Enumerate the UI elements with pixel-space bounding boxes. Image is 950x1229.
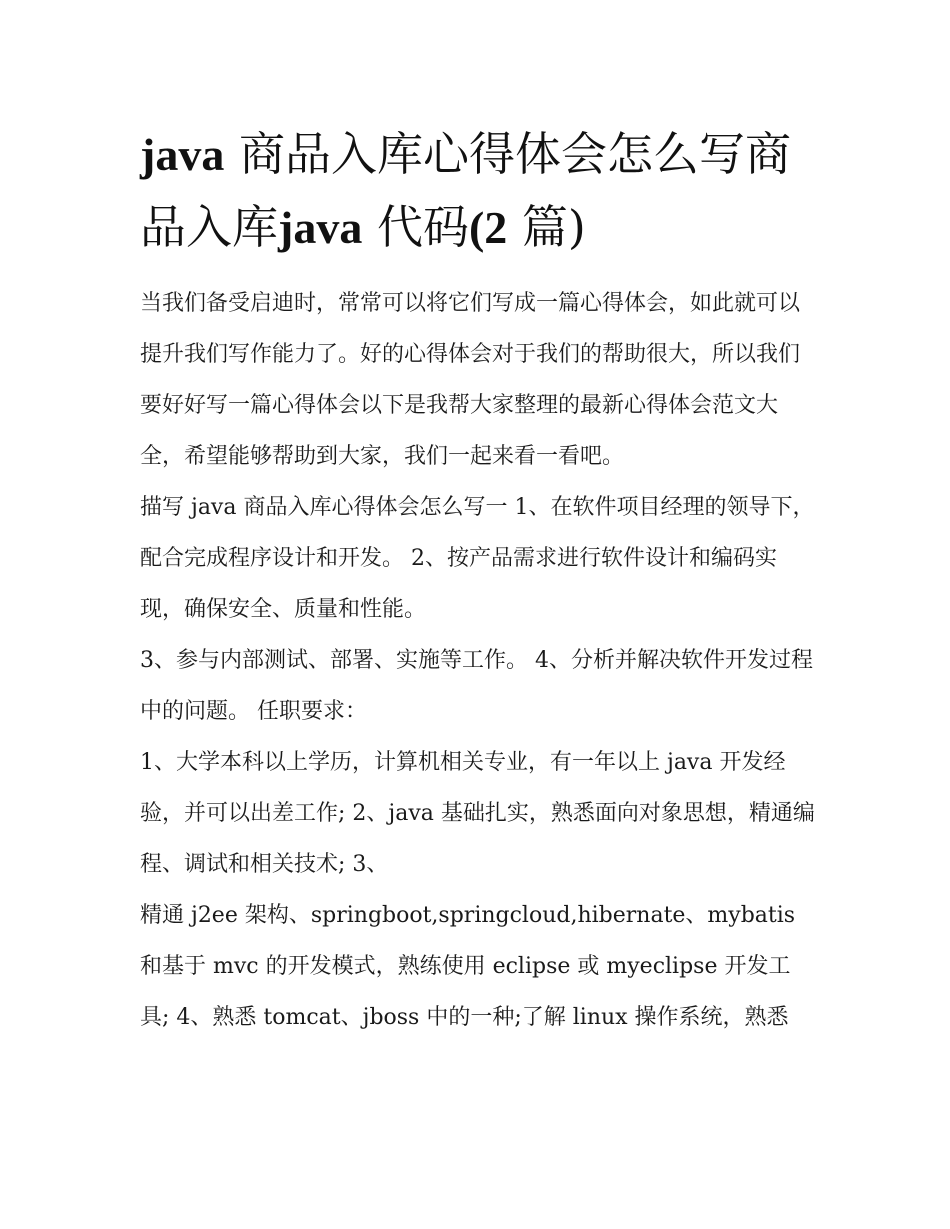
title-java-1: java — [140, 129, 225, 180]
title-text-1: 商品入库心得体会怎么写商品入库 — [140, 127, 791, 254]
paragraph-duties-1: 描写 java 商品入库心得体会怎么写一 1、在软件项目经理的领导下，配合完成程序设计和开发。 2、按产品需求进行软件设计和编码实现，确保安全、质量和性能。 — [140, 495, 815, 622]
document-title — [140, 118, 815, 264]
paragraph-duties-2: 3、参与内部测试、部署、实施等工作。 4、分析并解决软件开发过程中的问题。 任职要求： — [140, 648, 813, 724]
paragraph-requirements-2: 精通 j2ee 架构、springboot,springcloud,hibernate、mybatis 和基于 mvc 的开发模式，熟练使用 eclipse 或 myeclipse 开发工具; 4、熟悉 tomcat、jboss 中的一种;了解 linux 操作系统，熟悉 — [140, 903, 796, 1030]
title-count: (2 — [468, 202, 508, 253]
paragraph-requirements-1: 1、大学本科以上学历，计算机相关专业，有一年以上 java 开发经验，并可以出差工作; 2、java 基础扎实，熟悉面向对象思想，精通编程、调试和相关技术; 3、 — [140, 750, 815, 877]
title-text-2: 代码 — [362, 200, 469, 254]
title-java-2: java — [278, 202, 363, 253]
document-content — [140, 118, 815, 1043]
title-text-3: 篇) — [507, 200, 586, 254]
paragraph-intro: 当我们备受启迪时，常常可以将它们写成一篇心得体会，如此就可以提升我们写作能力了。好的心得体会对于我们的帮助很大，所以我们要好好写一篇心得体会以下是我帮大家整理的最新心得体会范文大全，希望能够帮助到大家，我们一起来看一看吧。 — [140, 291, 801, 469]
